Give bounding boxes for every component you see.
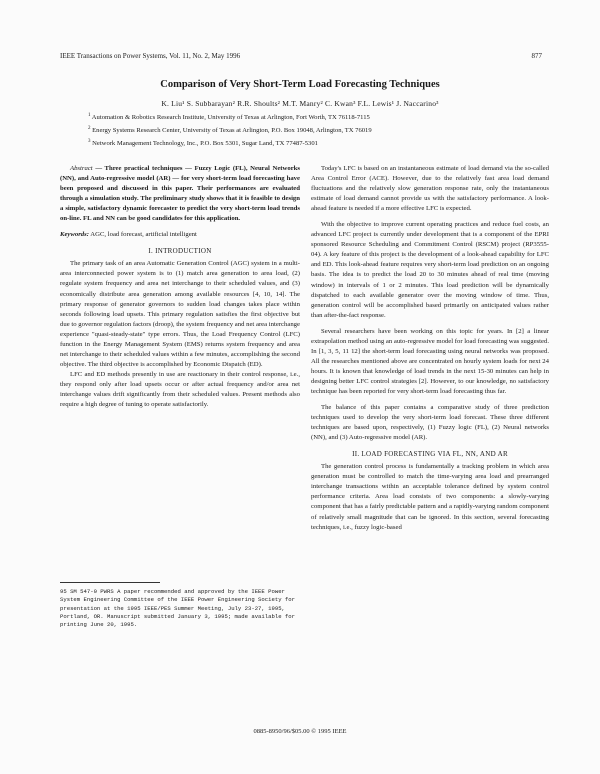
body-paragraph-4: The balance of this paper contains a comparative study of three prediction techniques used to develop the very short-term load forecast. These three different techniques are based upon, respectively, (1) Fuzzy logic (FL), (2) Neural networks (NN), and (3) Auto-regressive model (AR). bbox=[311, 404, 549, 442]
section2-paragraph-1: The generation control process is fundamentally a tracking problem in which area generation must be controlled to match the time-varying area load and prearranged interchange transactions within an acceptable tolerance defined by system control performance criteria. Area load consists of two components: a slowly-varying component that has a fairly predictable pattern and a rapidly-varying random component of relatively small magnitude that can be ignored. In this section, several forecasting techniques, i.e., fuzzy logic-based bbox=[311, 463, 549, 531]
keywords-label: Keywords: bbox=[60, 231, 89, 239]
keywords-text: AGC, load forecast, artificial intelligent bbox=[88, 231, 197, 239]
right-column bbox=[311, 164, 549, 533]
body-paragraph-1: Today's LFC is based on an instantaneous estimate of load demand via the so-called Area Control Error (ACE). However, due to the relatively fast area load demand fluctuations and the relatively slow generation response rate, only the instantaneous estimate of load demand cannot provide us with the satisfactory performance. A look-ahead feature is needed if a more effective LFC is expected. bbox=[311, 165, 549, 213]
body-paragraph-2: With the objective to improve current operating practices and reduce fuel costs, an advanced LFC project is currently under development that is a component of the EPRI sponsored Resource Scheduling and Commitment Control (RSCM) project (RP3555-04). A key feature of this project is the development of a look-ahead capability for LFC and ED. This look-ahead feature requires very short-term load prediction on an ongoing basis. The idea is to predict the load 20 to 30 minutes ahead of real time (moving window) in intervals of 1 or 2 minutes. This load prediction will be dynamically dispatched to each available generator over the moving window of time. Thus, generation control will be accomplished based primarily on anticipated values rather than after-the-fact response. bbox=[311, 221, 549, 319]
affiliation-number: 3 bbox=[88, 139, 91, 144]
affiliation-number: 1 bbox=[88, 113, 91, 118]
affiliation-3 bbox=[88, 139, 318, 147]
copyright-notice: 0885-8950/96/$05.00 © 1995 IEEE bbox=[253, 728, 347, 735]
keywords bbox=[60, 230, 300, 240]
left-column bbox=[60, 164, 300, 410]
footnote: 95 SM 547-0 PWRS A paper recommended and approved by the IEEE Power System Engineering Committee of the IEEE Power Engineering Society for presentation at the 1995 IEEE/PES Summer Meeting, July 23-27, 1995, Portland, OR. Manuscript submitted January 3, 1995; made available for printing June 20, 1995. bbox=[60, 588, 295, 629]
affiliation-text: Network Management Technology, Inc., P.O. Box 5301, Sugar Land, TX 77487-5301 bbox=[92, 140, 318, 148]
affiliation-text: Automation & Robotics Research Institute, University of Texas at Arlington, Fort Worth, TX 76118-7115 bbox=[91, 114, 370, 122]
abstract-text: — Three practical techniques — Fuzzy Logic (FL), Neural Networks (NN), and Auto-regressive model (AR) — for very short-term load forecasting have been proposed and discussed in this paper. Their performances are evaluated through a simulation study. The preliminary study shows that it is feasible to design a simple, satisfactory dynamic forecaster to predict the very short-term load trends on-line. FL and NN can be good candidates for this application. bbox=[60, 165, 300, 223]
affiliation-1 bbox=[88, 113, 370, 121]
abstract bbox=[60, 164, 300, 224]
page-number: 877 bbox=[531, 52, 542, 60]
section-heading-introduction: I. INTRODUCTION bbox=[148, 247, 212, 256]
running-header-journal: IEEE Transactions on Power Systems, Vol. 11, No. 2, May 1996 bbox=[60, 52, 241, 60]
intro-paragraph-2: LFC and ED methods presently in use are reactionary in their control response, i.e., they respond only after load upsets occur or after actual frequency and/or area net interchange values drift significantly from their scheduled values. Present methods also require a high degree of tuning to operate satisfactorily. bbox=[60, 370, 300, 409]
affiliation-2 bbox=[88, 126, 372, 134]
body-paragraph-3: Several researchers have been working on this topic for years. In [2] a linear extrapolation method using an auto-regressive model for load forecasting was suggested. In [1, 3, 5, 11 12] the short-term load forecasting using neural networks was proposed. All the researches mentioned above are concentrated on hourly system loads for next 24 hours. It is known that knowledge of load trends in the next 15-30 minutes can help in designing better LFC control strategies [2]. However, to our knowledge, no satisfactory technique has been reported for very short-term load forecasting thus far. bbox=[311, 327, 549, 395]
section-heading-load-forecasting: II. LOAD FORECASTING VIA FL, NN, AND AR bbox=[352, 450, 508, 459]
intro-paragraph-1: The primary task of an area Automatic Generation Control (AGC) system in a multi-area interconnected power system is to (1) match area generation to area load, (2) regulate system frequency and area net interchange to their scheduled values, and (3) economically distribute area generation among available resources [4, 10, 14]. The primary response of generator governors to sudden load changes takes place within seconds following load upsets. This primary regulation satisfies the first objective but due to governor regulation factors (droop), the system frequency and net area interchange experience "quasi-steady-state" type errors. Thus, the Load Frequency Control (LFC) function in the Energy Management System (EMS) returns system frequency and area net interchange to their scheduled values within a few minutes, accomplishing the second objective. The third objective is accomplished by Economic Dispatch (ED). bbox=[60, 260, 300, 368]
author-list: K. Liu¹ S. Subbarayan² R.R. Shoults² M.T. Manry² C. Kwan³ F.L. Lewis¹ J. Naccarino³ bbox=[161, 99, 439, 108]
affiliation-text: Energy Systems Research Center, University of Texas at Arlington, P.O. Box 19048, Arlington, TX 76019 bbox=[92, 127, 372, 135]
paper-title: Comparison of Very Short-Term Load Forecasting Techniques bbox=[160, 79, 440, 90]
affiliation-number: 2 bbox=[88, 126, 91, 131]
footnote-divider bbox=[60, 582, 160, 583]
abstract-label: Abstract bbox=[70, 165, 93, 172]
